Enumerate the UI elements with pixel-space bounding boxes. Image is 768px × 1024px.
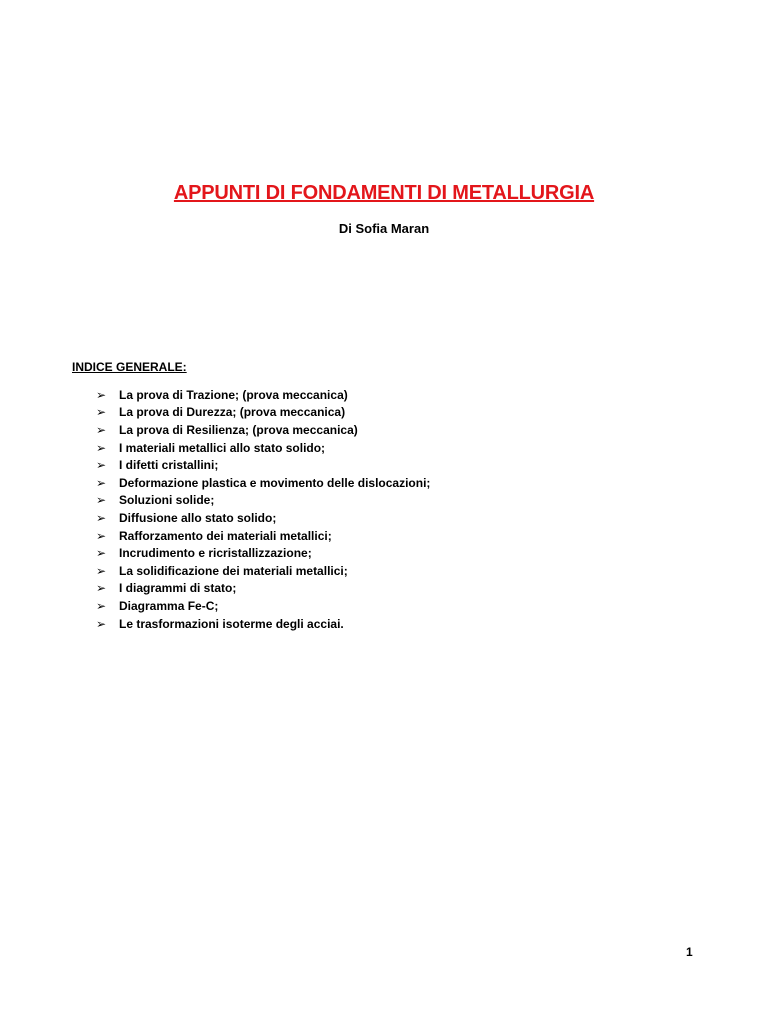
arrow-bullet-icon: ➢ [96,528,107,543]
list-item [96,386,430,404]
list-item-label: La prova di Resilienza; (prova meccanica) [119,422,358,437]
page-number: 1 [686,945,693,959]
list-item-label: La prova di Trazione; (prova meccanica) [119,387,348,402]
list-item-label: I difetti cristallini; [119,458,219,473]
arrow-bullet-icon: ➢ [96,405,107,420]
list-item [96,509,430,527]
list-item-label: Le trasformazioni isoterme degli acciai. [119,616,344,631]
document-title: APPUNTI DI FONDAMENTI DI METALLURGIA [173,182,595,204]
list-item [96,474,430,492]
list-item-label: I materiali metallici allo stato solido; [119,440,326,455]
arrow-bullet-icon: ➢ [96,563,107,578]
arrow-bullet-icon: ➢ [96,493,107,508]
list-item-label: La prova di Durezza; (prova meccanica) [119,405,346,420]
arrow-bullet-icon: ➢ [96,422,107,437]
table-of-contents [96,386,430,632]
arrow-bullet-icon: ➢ [96,475,107,490]
arrow-bullet-icon: ➢ [96,387,107,402]
list-item [96,456,430,474]
list-item-label: Diffusione allo stato solido; [119,510,277,525]
arrow-bullet-icon: ➢ [96,510,107,525]
list-item [96,580,430,598]
list-item-label: Rafforzamento dei materiali metallici; [119,528,332,543]
arrow-bullet-icon: ➢ [96,546,107,561]
list-item [96,597,430,615]
document-author: Di Sofia Maran [338,221,430,236]
list-item-label: Diagramma Fe-C; [119,598,219,613]
arrow-bullet-icon: ➢ [96,598,107,613]
list-item [96,492,430,510]
list-item-label: Deformazione plastica e movimento delle dislocazioni; [119,475,431,490]
arrow-bullet-icon: ➢ [96,581,107,596]
list-item-label: I diagrammi di stato; [119,581,237,596]
list-item-label: La solidificazione dei materiali metallici; [119,563,348,578]
list-item [96,562,430,580]
list-item [96,615,430,633]
list-item [96,421,430,439]
arrow-bullet-icon: ➢ [96,440,107,455]
arrow-bullet-icon: ➢ [96,616,107,631]
list-item [96,544,430,562]
list-item [96,439,430,457]
list-item [96,404,430,422]
list-item-label: Incrudimento e ricristallizzazione; [119,546,312,561]
index-heading: INDICE GENERALE: [72,360,187,374]
list-item [96,527,430,545]
list-item-label: Soluzioni solide; [119,493,215,508]
arrow-bullet-icon: ➢ [96,458,107,473]
